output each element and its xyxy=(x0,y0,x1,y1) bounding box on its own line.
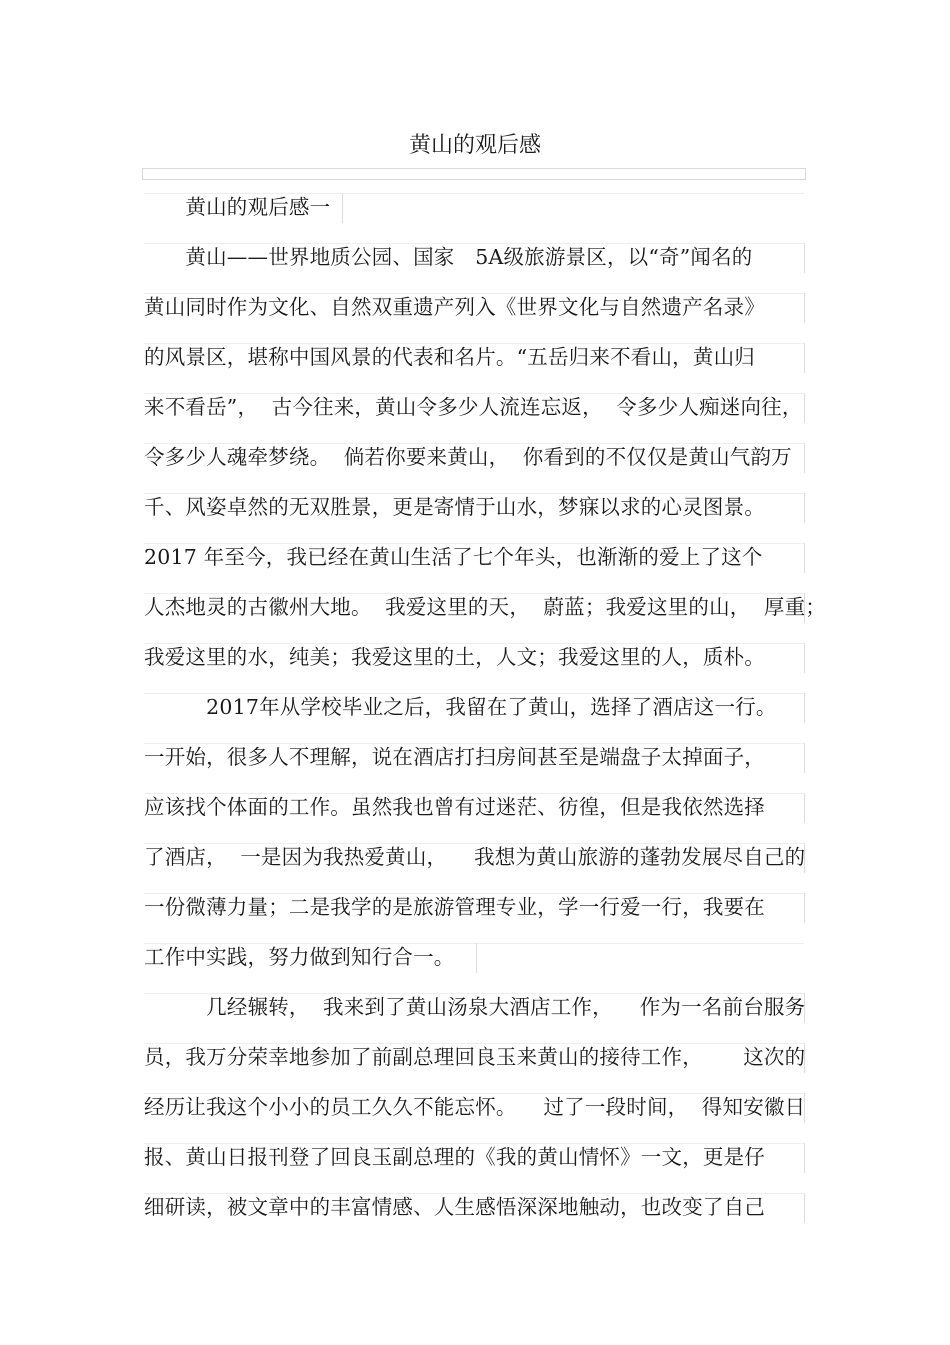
line-rule-right xyxy=(804,793,805,823)
text-line: 来不看岳”， 古今往来，黄山令多少人流连忘返， 令多少人痴迷向往， xyxy=(144,395,803,419)
text-line: 千、风姿卓然的无双胜景，更是寄情于山水，梦寐以求的心灵图景。 xyxy=(144,495,765,519)
line-rule-right xyxy=(804,443,805,473)
text-line: 报、黄山日报刊登了回良玉副总理的《我的黄山情怀》一文，更是仔 xyxy=(144,1145,765,1169)
text-line: 2017年从学校毕业之后，我留在了黄山，选择了酒店这一行。 xyxy=(144,695,777,719)
line-rule-right xyxy=(804,643,805,673)
text-line: 的风景区，堪称中国风景的代表和名片。“五岳归来不看山，黄山归 xyxy=(144,345,755,369)
line-rule-right xyxy=(804,543,805,573)
text-line: 人杰地灵的古徽州大地。 我爱这里的天， 蔚蓝；我爱这里的山， 厚重； xyxy=(144,595,826,619)
line-rule-right xyxy=(804,493,805,523)
line-rule-right xyxy=(804,893,805,923)
text-line: 黄山——世界地质公园、国家 5A级旅游景区，以“奇”闻名的 xyxy=(144,245,753,269)
text-line: 一份微薄力量；二是我学的是旅游管理专业，学一行爱一行，我要在 xyxy=(144,895,765,919)
text-line: 员，我万分荣幸地参加了前副总理回良玉来黄山的接待工作， 这次的 xyxy=(144,1045,806,1069)
line-rule-right xyxy=(342,193,343,223)
text-line: 2017 年至今，我已经在黄山生活了七个年头，也渐渐的爱上了这个 xyxy=(144,545,763,569)
text-line: 一开始，很多人不理解，说在酒店打扫房间甚至是端盘子太掉面子， xyxy=(144,745,765,769)
text-line: 了酒店， 一是因为我热爱黄山， 我想为黄山旅游的蓬勃发展尽自己的 xyxy=(144,845,806,869)
line-rule-right xyxy=(804,693,805,723)
text-line: 经历让我这个小小的员工久久不能忘怀。 过了一段时间， 得知安徽日 xyxy=(144,1095,806,1119)
line-rule-right xyxy=(476,943,477,973)
text-line: 细研读，被文章中的丰富情感、人生感悟深深地触动，也改变了自己 xyxy=(144,1195,765,1219)
text-line: 几经辗转， 我来到了黄山汤泉大酒店工作， 作为一名前台服务 xyxy=(144,995,806,1019)
text-line: 黄山的观后感一 xyxy=(144,195,331,219)
line-rule-right xyxy=(804,243,805,273)
text-line: 应该找个体面的工作。虽然我也曾有过迷茫、彷徨，但是我依然选择 xyxy=(144,795,765,819)
line-rule-right xyxy=(804,393,805,423)
text-line: 黄山同时作为文化、自然双重遗产列入《世界文化与自然遗产名录》 xyxy=(144,295,765,319)
line-rule-right xyxy=(804,1193,805,1223)
line-rule-right xyxy=(804,743,805,773)
line-rule-right xyxy=(804,343,805,373)
document-title: 黄山的观后感 xyxy=(408,133,541,158)
text-line: 工作中实践，努力做到知行合一。 xyxy=(144,945,455,969)
text-line: 令多少人魂牵梦绕。 倘若你要来黄山， 你看到的不仅仅是黄山气韵万 xyxy=(144,445,792,469)
text-line: 我爱这里的水，纯美；我爱这里的土，人文；我爱这里的人，质朴。 xyxy=(144,645,765,669)
line-rule-right xyxy=(804,293,805,323)
title-underline xyxy=(142,168,806,180)
line-rule-right xyxy=(804,1143,805,1173)
